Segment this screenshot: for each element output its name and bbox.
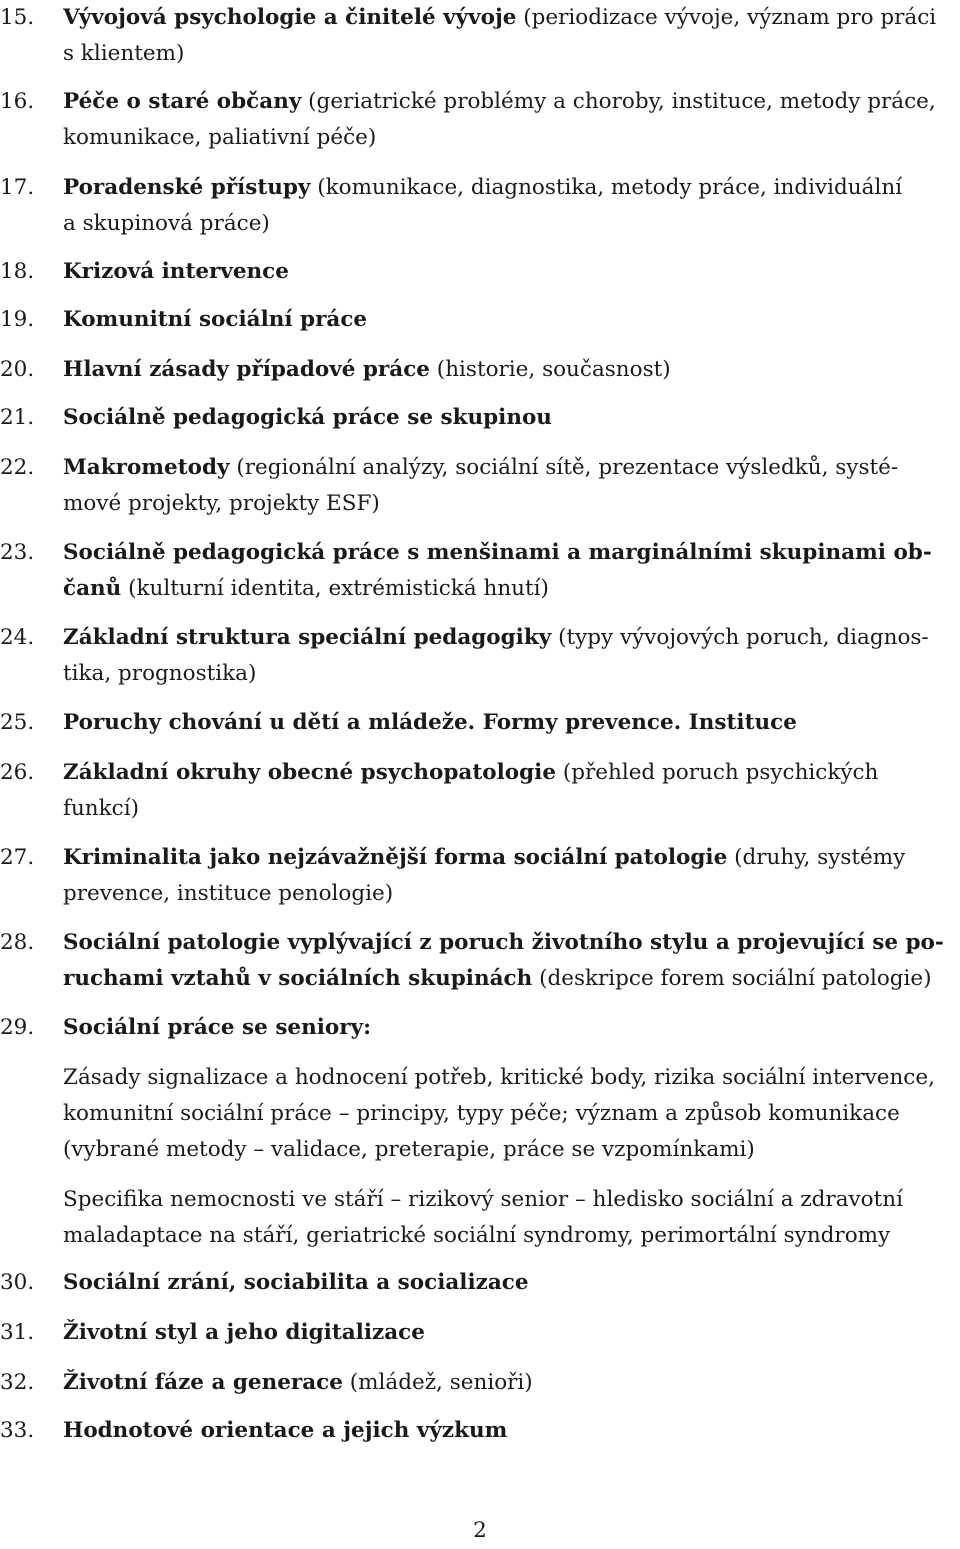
topic-text: [63, 84, 958, 156]
topic-text: [63, 400, 958, 436]
topic-title: Makrometody: [63, 455, 230, 480]
topic-number: 25.: [0, 710, 35, 735]
topic-number: 19.: [0, 307, 35, 332]
topic-detail: (druhy, systémy: [727, 845, 906, 870]
topic-line: [63, 352, 958, 388]
topic-title: Životní styl a jeho digitalizace: [63, 1320, 425, 1345]
topic-title: Kriminalita jako nejzávažnější forma sociální patologie: [63, 845, 728, 870]
topic-detail: (přehled poruch psychických: [556, 760, 879, 785]
topic-line: [63, 486, 958, 522]
topic-title: Poruchy chování u dětí a mládeže. Formy prevence. Instituce: [63, 710, 797, 735]
topic-detail: prevence, instituce penologie): [63, 881, 394, 906]
page-number: 2: [473, 1518, 487, 1543]
topic-text: [63, 1315, 958, 1351]
topic-line: [63, 535, 958, 571]
sub-paragraph: [63, 1060, 958, 1168]
topic-line: [63, 400, 958, 436]
topic-title: Základní okruhy obecné psychopatologie: [63, 760, 556, 785]
topic-line: [63, 1010, 958, 1046]
topic-number: 33.: [0, 1418, 35, 1443]
topic-title: Sociálně pedagogická práce se skupinou: [63, 405, 552, 430]
topic-number: 15.: [0, 5, 35, 30]
topic-text: [63, 1010, 958, 1046]
topic-text: [63, 535, 958, 607]
topic-number: 31.: [0, 1320, 35, 1345]
topic-line: [63, 961, 958, 997]
topic-text: [63, 1265, 958, 1301]
topic-number: 28.: [0, 930, 35, 955]
topic-number: 21.: [0, 405, 35, 430]
topic-text: [63, 450, 958, 522]
topic-text: [63, 170, 958, 242]
topic-detail: funkcí): [63, 796, 139, 821]
topic-detail: s klientem): [63, 41, 185, 66]
topic-number: 18.: [0, 259, 35, 284]
topic-line: [63, 84, 958, 120]
topic-text: [63, 620, 958, 692]
topic-line: [63, 170, 958, 206]
topic-title: Hodnotové orientace a jejich výzkum: [63, 1418, 508, 1443]
sub-paragraph-line: maladaptace na stáří, geriatrické sociální syndromy, perimortální syndromy: [63, 1223, 891, 1248]
topic-number: 22.: [0, 455, 35, 480]
topic-title: Životní fáze a generace: [63, 1370, 343, 1395]
topic-text: [63, 705, 958, 741]
topic-detail: (kulturní identita, extrémistická hnutí): [121, 576, 549, 601]
topic-line: [63, 450, 958, 486]
topic-line: [63, 120, 958, 156]
topic-number: 17.: [0, 175, 35, 200]
sub-paragraph-line: Specifika nemocnosti ve stáří – rizikový senior – hledisko sociální a zdravotní: [63, 1187, 903, 1212]
topic-number: 27.: [0, 845, 35, 870]
topic-line: [63, 705, 958, 741]
topic-number: 24.: [0, 625, 35, 650]
sub-paragraph-line: (vybrané metody – validace, preterapie, práce se vzpomínkami): [63, 1137, 755, 1162]
topic-line: [63, 1413, 958, 1449]
topic-text: [63, 1365, 958, 1401]
topic-detail: (typy vývojových poruch, diagnos-: [551, 625, 929, 650]
topic-line: [63, 571, 958, 607]
topic-line: [63, 36, 958, 72]
topic-detail: (komunikace, diagnostika, metody práce, individuální: [310, 175, 903, 200]
topic-text: [63, 840, 958, 912]
topic-text: [63, 0, 958, 72]
topic-title: Základní struktura speciální pedagogiky: [63, 625, 552, 650]
topic-title: Péče o staré občany: [63, 89, 302, 114]
sub-paragraph-line: komunitní sociální práce – principy, typy péče; význam a způsob komunikace: [63, 1101, 900, 1126]
topic-text: [63, 1413, 958, 1449]
topic-number: 30.: [0, 1270, 35, 1295]
topic-title: ruchami vztahů v sociálních skupinách: [63, 966, 533, 991]
topic-number: 29.: [0, 1015, 35, 1040]
topic-line: [63, 876, 958, 912]
topic-detail: (deskripce forem sociální patologie): [532, 966, 932, 991]
topic-number: 26.: [0, 760, 35, 785]
topic-line: [63, 925, 958, 961]
topic-detail: (mládež, senioři): [342, 1370, 533, 1395]
topic-detail: (periodizace vývoje, význam pro práci: [516, 5, 937, 30]
topic-line: [63, 206, 958, 242]
topic-line: [63, 302, 958, 338]
topic-line: [63, 791, 958, 827]
topic-line: [63, 1265, 958, 1301]
topic-title: čanů: [63, 576, 122, 601]
topic-text: [63, 302, 958, 338]
topic-line: [63, 1315, 958, 1351]
topic-detail: (historie, současnost): [429, 357, 671, 382]
topic-title: Sociální práce se seniory:: [63, 1015, 372, 1040]
topic-title: Sociální zrání, sociabilita a socializace: [63, 1270, 529, 1295]
topic-detail: tika, prognostika): [63, 661, 257, 686]
sub-paragraph: [63, 1182, 958, 1254]
topic-line: [63, 254, 958, 290]
topic-title: Krizová intervence: [63, 259, 289, 284]
topic-line: [63, 620, 958, 656]
topic-number: 32.: [0, 1370, 35, 1395]
topic-detail: a skupinová práce): [63, 211, 270, 236]
topic-detail: (geriatrické problémy a choroby, instituce, metody práce,: [301, 89, 936, 114]
topic-title: Sociální patologie vyplývající z poruch životního stylu a projevující se po-: [63, 930, 944, 955]
topic-line: [63, 1365, 958, 1401]
topic-title: Hlavní zásady případové práce: [63, 357, 430, 382]
topic-number: 20.: [0, 357, 35, 382]
topic-line: [63, 0, 958, 36]
topic-title: Vývojová psychologie a činitelé vývoje: [63, 5, 517, 30]
topic-line: [63, 755, 958, 791]
topic-text: [63, 254, 958, 290]
topic-detail: mové projekty, projekty ESF): [63, 491, 380, 516]
topic-title: Komunitní sociální práce: [63, 307, 368, 332]
topic-number: 16.: [0, 89, 35, 114]
topic-title: Poradenské přístupy: [63, 175, 311, 200]
topic-text: [63, 352, 958, 388]
topic-detail: (regionální analýzy, sociální sítě, prezentace výsledků, systé-: [229, 455, 899, 480]
topic-detail: komunikace, paliativní péče): [63, 125, 377, 150]
topic-line: [63, 656, 958, 692]
topic-text: [63, 755, 958, 827]
sub-paragraph-line: Zásady signalizace a hodnocení potřeb, kritické body, rizika sociální intervence,: [63, 1065, 935, 1090]
topic-title: Sociálně pedagogická práce s menšinami a marginálními skupinami ob-: [63, 540, 932, 565]
topic-line: [63, 840, 958, 876]
topic-text: [63, 925, 958, 997]
topic-number: 23.: [0, 540, 35, 565]
